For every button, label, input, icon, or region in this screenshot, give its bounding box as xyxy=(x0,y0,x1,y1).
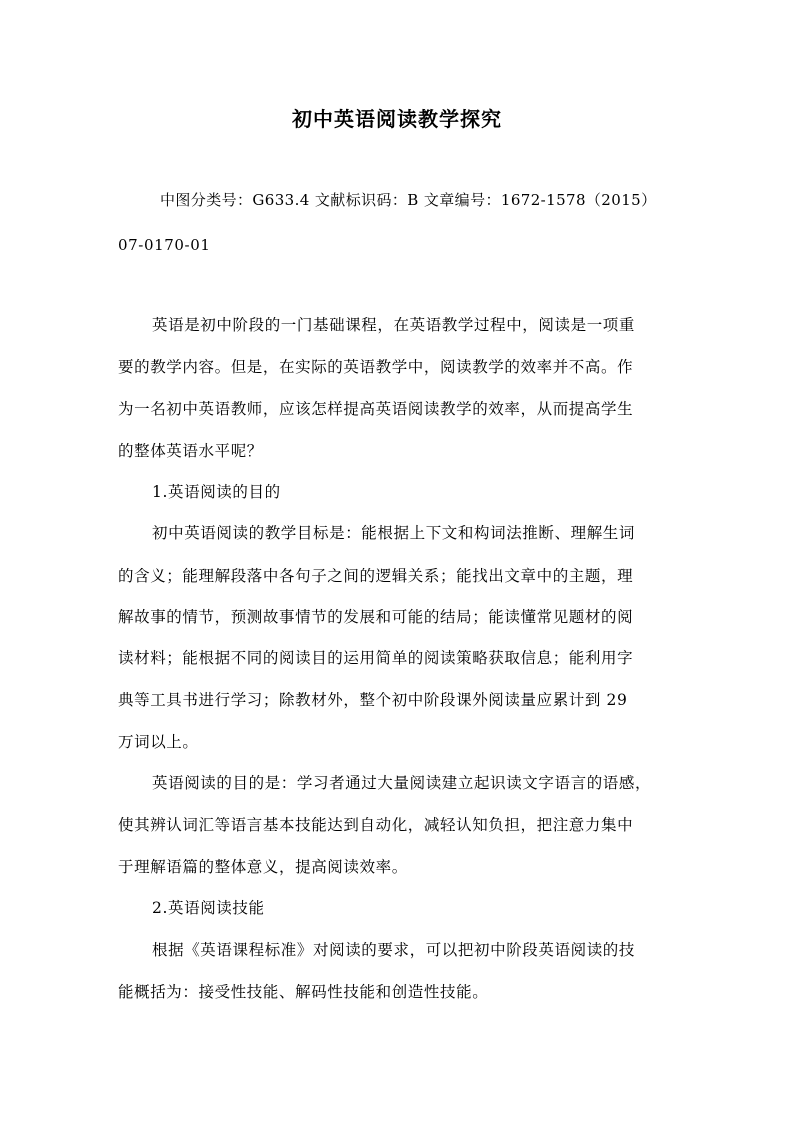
paragraph-line: 典等工具书进行学习；除教材外，整个初中阶段课外阅读量应累计到 29 xyxy=(118,691,628,709)
document-title: 初中英语阅读教学探究 xyxy=(292,107,502,131)
section-heading: 1.英语阅读的目的 xyxy=(152,483,281,501)
paragraph-line: 要的教学内容。但是，在实际的英语教学中，阅读教学的效率并不高。作 xyxy=(118,358,634,376)
paragraph-line: 能概括为：接受性技能、解码性技能和创造性技能。 xyxy=(118,983,489,1001)
paragraph-line: 万词以上。 xyxy=(118,733,199,751)
paragraph-line: 根据《英语课程标准》对阅读的要求，可以把初中阶段英语阅读的技 xyxy=(152,941,636,959)
paragraph-line: 的整体英语水平呢？ xyxy=(118,442,263,460)
paragraph-line: 的含义；能理解段落中各句子之间的逻辑关系；能找出文章中的主题，理 xyxy=(118,567,634,585)
paragraph-line: 读材料；能根据不同的阅读目的运用简单的阅读策略获取信息；能利用字 xyxy=(118,649,634,667)
paragraph-line: 英语阅读的目的是：学习者通过大量阅读建立起识读文字语言的语感， xyxy=(152,774,652,792)
paragraph-line: 为一名初中英语教师，应该怎样提高英语阅读教学的效率，从而提高学生 xyxy=(118,400,634,418)
classification-line: 中图分类号：G633.4 文献标识码：B 文章编号：1672-1578（2015） xyxy=(160,191,657,209)
paragraph-line: 初中英语阅读的教学目标是：能根据上下文和构词法推断、理解生词 xyxy=(152,524,636,542)
paragraph-line: 解故事的情节，预测故事情节的发展和可能的结局；能读懂常见题材的阅 xyxy=(118,608,634,626)
classification-line: 07-0170-01 xyxy=(118,236,211,254)
paragraph-line: 英语是初中阶段的一门基础课程，在英语教学过程中，阅读是一项重 xyxy=(152,316,636,334)
paragraph-line: 于理解语篇的整体意义，提高阅读效率。 xyxy=(118,858,408,876)
paragraph-line: 使其辨认词汇等语言基本技能达到自动化，减轻认知负担，把注意力集中 xyxy=(118,816,634,834)
section-heading: 2.英语阅读技能 xyxy=(152,899,265,917)
